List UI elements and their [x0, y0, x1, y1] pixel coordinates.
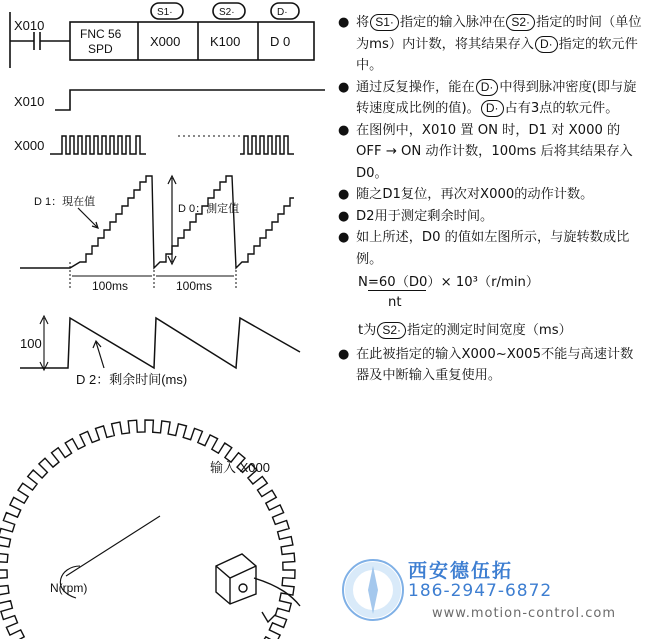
bullet-6: ● 如上所述，D0 的值如左图所示，与旋转数成比例。: [338, 227, 644, 270]
bullet-2-text-b: 中得到脉冲密度(即与旋转速度成比例的值)。: [356, 79, 637, 116]
bullet-1: [338, 12, 644, 77]
bullet-2-text-a: 通过反复操作，能在: [356, 79, 475, 95]
ladder-contact-label: X010: [14, 18, 45, 33]
bullet-2: [338, 77, 644, 120]
timing-d2-scale-value: 100: [20, 336, 42, 351]
d-tag: D·: [476, 79, 499, 96]
encoder-sensor: [216, 554, 256, 604]
description-text: [338, 12, 644, 387]
bullet-1-text-d: 指定的软元件中。: [356, 36, 638, 73]
watermark-url: www.motion-control.com: [432, 606, 617, 621]
s2-tag: S2·: [506, 14, 535, 31]
time-note-text-b: 指定的测定时间宽度（ms）: [407, 323, 572, 338]
timing-period-1: 100ms: [92, 279, 129, 293]
watermark-company: 西安德伍拓: [408, 560, 514, 582]
ladder-func-code: FNC 56: [80, 27, 122, 41]
bullet-1-text-c: 指定的时间（单位为ms）内计数，将其结果存入: [356, 15, 642, 52]
timing-x000-label: X000: [14, 138, 45, 153]
encoder-disc: [0, 420, 295, 639]
ladder-s2-tag: S2·: [219, 7, 235, 18]
d-tag: D·: [535, 36, 558, 53]
formula-fraction-bar: [368, 290, 426, 291]
timing-x000-wave-right: [240, 136, 294, 154]
formula-numerator: N=60（D0）× 10³（r/min）: [358, 275, 540, 290]
ladder-s1-tag: S1·: [157, 7, 173, 18]
watermark-phone: 186-2947-6872: [408, 581, 553, 601]
timing-baseline: [20, 176, 294, 268]
ladder-func-name: SPD: [88, 42, 113, 56]
timing-x000-wave-left: [50, 136, 146, 154]
ladder-op-d: D 0: [270, 34, 291, 49]
bullet-4: ● 随之D1复位，再次对X000的动作计数。: [338, 184, 644, 206]
timing-x010-label: X010: [14, 94, 45, 109]
timing-d2-label: D 2：剩余时间(ms): [76, 372, 188, 387]
bullet-7: ● 在此被指定的输入X000~X005不能与高速计数器及中断输入重复使用。: [338, 344, 644, 387]
s1-tag: S1·: [370, 14, 399, 31]
bullet-1-text-a: 将: [356, 15, 370, 30]
d-tag: D·: [481, 100, 504, 117]
timing-d0-label: D 0：測定值: [178, 203, 240, 215]
ladder-op-s1: X000: [150, 34, 181, 49]
formula-denominator: nt: [388, 295, 402, 310]
encoder-radius-line: [66, 516, 160, 576]
ladder-d-tag: D·: [277, 7, 288, 18]
time-width-note: [358, 320, 644, 342]
encoder-disc-outline: [0, 420, 295, 639]
bullet-3: ● 在图例中，X010 置 ON 时，D1 对 X000 的 OFF → ON 动作计数，100ms 后将其结果存入 D0。: [338, 120, 644, 185]
timing-d2-wave: [20, 318, 300, 368]
timing-x010-wave: [55, 90, 325, 110]
encoder-signal-arrow: [262, 612, 276, 622]
timing-period-2: 100ms: [176, 279, 213, 293]
s2-tag: S2·: [377, 322, 406, 339]
bullet-2-text-c: 占有3点的软元件。: [504, 101, 619, 116]
timing-d1-label: D 1：現在值: [34, 196, 96, 208]
timing-d1-pointer: [78, 208, 98, 228]
watermark-logo-icon: [340, 550, 406, 630]
ladder-op-s2: K100: [210, 34, 241, 49]
watermark: [340, 548, 640, 633]
time-note-text-a: t为: [358, 323, 377, 338]
encoder-speed-label: N(rpm): [50, 581, 88, 595]
bullet-5: ● D2用于测定剩余时间。: [338, 206, 644, 228]
speed-formula: [358, 272, 644, 316]
encoder-input-label: 输入 X000: [210, 460, 270, 475]
bullet-1-text-b: 指定的输入脉冲在: [399, 15, 506, 30]
